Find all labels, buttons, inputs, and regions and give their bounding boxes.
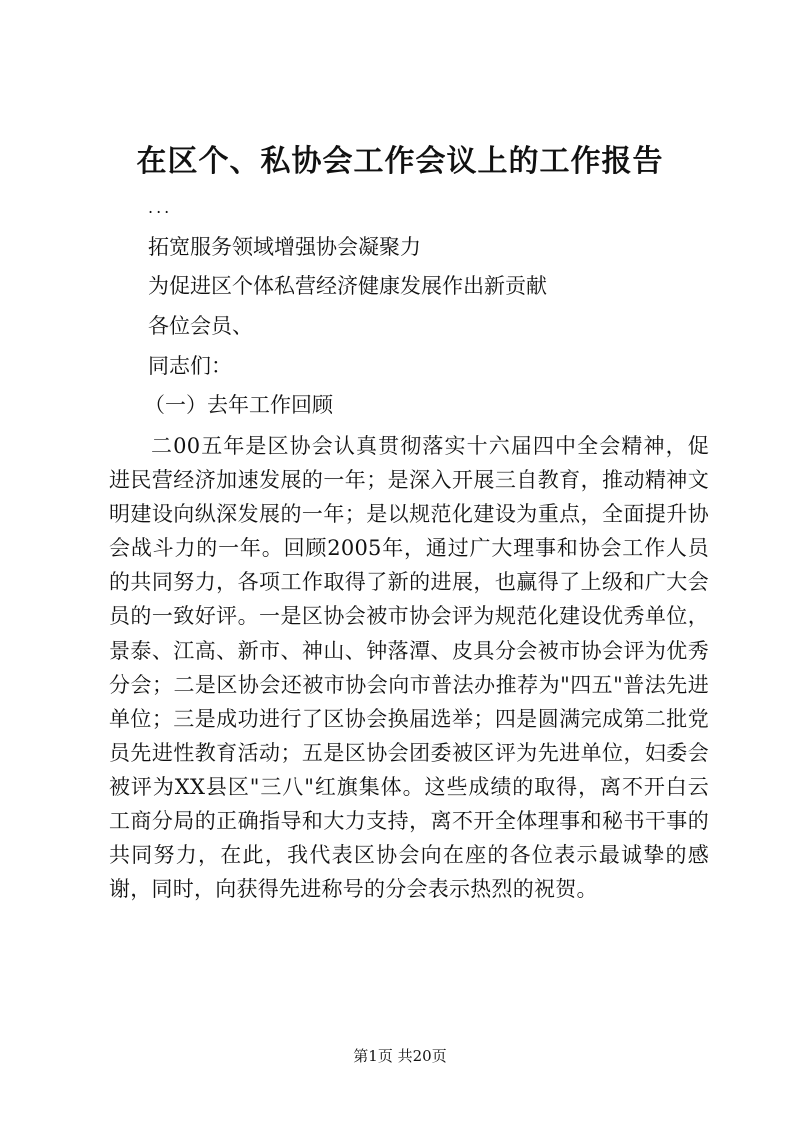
salutation-comrades: 同志们： bbox=[148, 354, 232, 378]
ellipsis-marker: ... bbox=[148, 198, 173, 217]
page-number-footer: 第1页 共20页 bbox=[353, 1047, 447, 1065]
document-title: 在区个、私协会工作会议上的工作报告 bbox=[136, 144, 664, 179]
section-heading: （一）去年工作回顾 bbox=[144, 393, 333, 417]
salutation-members: 各位会员、 bbox=[148, 314, 253, 338]
subtitle-line-2: 为促进区个体私营经济健康发展作出新贡献 bbox=[148, 274, 547, 298]
subtitle-line-1: 拓宽服务领域增强协会凝聚力 bbox=[148, 235, 421, 259]
body-paragraph: 二00五年是区协会认真贯彻落实十六届四中全会精神，促进民营经济加速发展的一年；是深入开展三自教育，推动精神文明建设向纵深发展的一年；是以规范化建设为重点，全面提升协会战斗力的一年。回顾2005年，通过广大理事和协会工作人员的共同努力，各项工作取得了新的进展，也赢得了上级和广大会员的一致好评。一是区协会被市协会评为规范化建设优秀单位，景泰、江高、新市、神山、钟落潭、皮具分会被市协会评为优秀分会；二是区协会还被市协会向市普法办推荐为"四五"普法先进单位；三是成功进行了区协会换届选举；四是圆满完成第二批党员先进性教育活动；五是区协会团委被区评为先进单位，妇委会被评为XX县区"三八"红旗集体。这些成绩的取得，离不开白云工商分局的正确指导和大力支持，离不开全体理事和秘书干事的共同努力，在此，我代表区协会向在座的各位表示最诚挚的感谢，同时，向获得先进称号的分会表示热烈的祝贺。 bbox=[109, 434, 709, 902]
